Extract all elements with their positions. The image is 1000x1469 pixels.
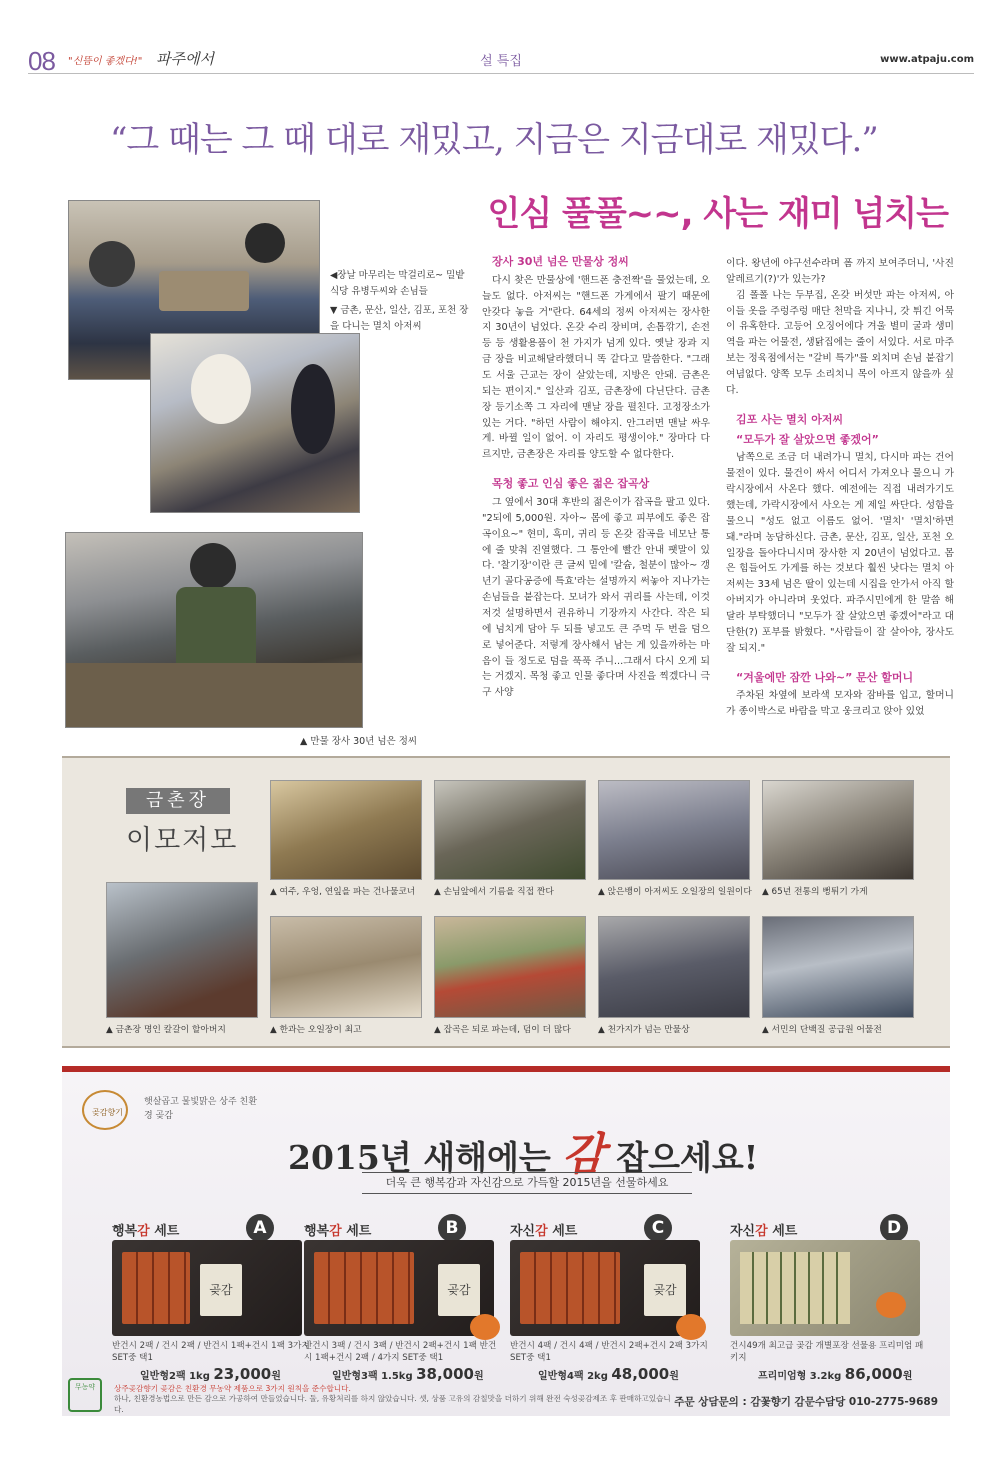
gallery-caption: ▲ 금촌장 명인 칼갈이 할아버지 [106,1025,226,1035]
photo-hardware-vendor [65,532,363,728]
gallery-photo-fish-market [762,916,914,1018]
gift-box-image [304,1240,494,1336]
gallery-caption: ▲ 65년 전통의 뻥튀기 가게 [762,887,868,897]
set-name: 행복감 세트 [112,1224,180,1239]
box-label: 곶감 [644,1264,686,1316]
set-price: 일반형3팩 1.5kg 38,000원 [332,1365,484,1383]
set-badge: D [880,1214,908,1242]
persimmon-icon [676,1314,706,1340]
set-name: 자신감 세트 [730,1224,798,1239]
body-col2-market: 김 폴폴 나는 두부집, 온갖 버섯만 파는 아저씨, 아이들 옷을 주렁주렁 매단 천막을 지나니, 갓 튀긴 어묵이 유혹한다. 고등어 오징어에다 겨울 별미 굴과 생미역을 파는 어물전, 생닭집에는 줄이 서있다. 서로 마주보는 정육점에서는 "갈비 특가"를 외치며 손님 붙잡기 여념없다. 양쪽 모두 소리치니 목이 아프지 않을까 싶다. [726,289,954,396]
pull-quote: “그 때는 그 때 대로 재밌고, 지금은 지금대로 재밌다.” [110,120,878,160]
ad-tagline: 햇살곱고 물빛맑은 상주 친환경 곶감 [144,1097,257,1121]
subhead-munsan-grandma: “겨울에만 잠깐 나와~” 문산 할머니 [736,670,914,684]
product-set-a[interactable] [112,1218,312,1383]
body-anchovy-man: 남쪽으로 조금 더 내려가니 멸치, 다시마 파는 건어물전이 있다. 물건이 싸서 어디서 가져오나 물으니 가락시장에서 사온다 했다. 예전에는 직접 내려가기도 했는데, 가락시장에서 사오는 게 제일 싸단다. 성함을 물으니 "성도 없고 이름도 없어. '멸치' '멸치'하면 돼."라며 농담하신다. 금촌, 문산, 김포, 일산, 포천 오일장을 돌아다니시며 장사한 지 20년이 넘었다고. 몸은 힘들어도 가게를 하는 것보다 훨씬 낫다는 멸치 아저씨는 33세 넘은 딸이 있는데 시집을 안가서 아직 할아버지가 아니라며 웃었다. 파주시민에게 한 말씀 해달라 부탁했더니 "모두가 잘 살았으면 좋겠어"라고 대단한(?) 포부를 밝혔다. "사람들이 잘 살아야, 장사도 잘 되지." [726,452,954,654]
header-slogan: "신뜸이 좋겠다!" [68,56,143,67]
article-column-1 [482,253,710,701]
subhead-anchovy-man: 김포 사는 멸치 아저씨 [736,412,844,426]
body-munsan-grandma: 주차된 차옆에 보라색 모자와 잠바를 입고, 할머니가 종이박스로 바람을 막고 웅크리고 앉아 있었 [726,690,954,718]
box-label: 곶감 [200,1264,242,1316]
gallery-photo-grains [434,916,586,1018]
page-header [28,44,974,74]
gallery-photo-seated-vendor [598,780,750,880]
article-column-2 [726,256,954,720]
body-grain-seller: 그 옆에서 30대 후반의 젊은이가 잡곡을 팔고 있다. "2되에 5,000원. 자아~ 몸에 좋고 피부에도 좋은 잡곡이요~" 현미, 흑미, 귀리 등 온갖 잡곡을 네모난 통에 줄 맞춰 진열했다. 그 통안에 빨간 안내 팻말이 있다. '찰기장'이란 큰 글씨 밑에 '칼슘, 철분이 많아~ 갱년기 골다공증에 특효'라는 설명까지 써놓아 지나가는 손님들을 붙잡는다. 모녀가 와서 귀리를 사는데, 이것 저것 설명하면서 권유하니 기장까지 사간다. 작은 되에 넘치게 담아 두 되를 넣고도 큰 주먹 두 번을 덤으로 넣어준다. 저렇게 장사해서 남는 게 있을까하는 마음이 들 정도로 덤을 푹푹 주니...그래서 다시 오게 되는 거겠지. 목청 좋고 인물 좋다며 사진을 찍겠다니 극구 사양 [482,496,710,699]
product-set-d[interactable] [730,1218,930,1383]
market-gallery [62,756,950,1048]
gallery-photo-knife-grinder [106,882,258,1018]
gallery-caption: ▲ 한과는 오일장이 최고 [270,1025,362,1035]
gallery-photo-general-goods [598,916,750,1018]
ad-footer-principle: 상주곶감향기 곶감은 친환경 무농약 제품으로 3가지 원칙을 준수합니다. [114,1384,351,1393]
photo-anchovy-vendor [150,333,360,513]
subhead-grain-seller: 목청 좋고 인심 좋은 젊은 잡곡상 [492,477,650,491]
gallery-photo-popcorn-shop [762,780,914,880]
persimmon-icon [876,1292,906,1318]
product-set-b[interactable] [304,1218,504,1383]
paper-logo: 파주에서 [156,50,214,68]
gallery-caption: ▲ 앉은뱅이 아저씨도 오일장의 일원이다 [598,887,752,897]
caption-anchovy: ▼ 금촌, 문산, 일산, 김포, 포천 장을 다니는 멸치 아저씨 [330,305,469,333]
gallery-photo-dried-greens [270,780,422,880]
set-name: 행복감 세트 [304,1224,372,1239]
product-set-c[interactable] [510,1218,710,1383]
headline: 인심 풀풀~~, 사는 재미 넘치는 [487,194,948,234]
gift-box-image [510,1240,700,1336]
gallery-caption: ▲ 여주, 우엉, 연잎을 파는 건나물코너 [270,887,416,897]
order-contact[interactable]: 주문 상담문의 : 감꽃향기 감문수담당 010-2775-9689 [674,1396,938,1408]
ad-footer-detail: 하나, 친환경농법으로 만든 감으로 가공하여 만들었습니다. 둘, 유황처리를 하지 않았습니다. 셋, 상품 고유의 감칠맛을 더하기 위해 완전 숙성곶감제조 후 판매하고있습니다. [114,1394,671,1414]
ad-footer [114,1384,674,1415]
set-badge: C [644,1214,672,1242]
subhead-anchovy-quote: “모두가 잘 살았으면 좋겠어” [736,432,879,446]
section-title: 설 특집 [480,54,522,69]
persimmon-ad [62,1066,950,1416]
gallery-photo-oil-press [434,780,586,880]
body-col2-intro: 이다. 왕년에 야구선수라며 폼 까지 보여주더니, '사진 알레르기(?)'가 있는가? [726,258,954,285]
set-price: 일반형4팩 2kg 48,000원 [538,1365,679,1383]
gift-box-image [112,1240,302,1336]
set-price: 프리미엄형 3.2kg 86,000원 [758,1365,913,1383]
photo-caption-top [330,268,470,335]
ad-title-post: 잡으세요! [604,1138,759,1177]
gallery-caption: ▲ 천가지가 넘는 만물상 [598,1025,690,1035]
box-label: 곶감 [438,1264,480,1316]
organic-certification-badge: 무농약 [68,1378,102,1412]
set-description: 건시49개 최고급 곶감 개별포장 선물용 프리미엄 패키지 [730,1341,924,1364]
subhead-general-store: 장사 30년 넘은 만물상 정씨 [492,255,629,268]
set-name: 자신감 세트 [510,1224,578,1239]
set-price: 일반형2팩 1kg 23,000원 [140,1365,281,1383]
set-description: 반건시 4팩 / 건시 4팩 / 반건시 2팩+건시 2팩 3가지 SET중 택1 [510,1341,708,1364]
ad-title-highlight: 감 [562,1129,605,1180]
persimmon-icon [470,1314,500,1340]
caption-diners: ◀장날 마무리는 막걸리로~ 밀밭 식당 유병두씨와 손님들 [330,270,465,297]
photo-caption-bottom: ▲ 만물 장사 30년 넘은 정씨 [300,736,418,747]
gallery-badge: 금촌장 [126,788,230,814]
gallery-caption: ▲ 서민의 단백질 공급원 어물전 [762,1025,882,1035]
set-description: 반건시 3팩 / 건시 3팩 / 반건시 2팩+건시 1팩 반건시 1팩+건시 2팩 / 4가지 SET중 택1 [304,1341,497,1364]
set-description: 반건시 2팩 / 건시 2팩 / 반건시 1팩+건시 1팩 3가지 SET중 택1 [112,1341,310,1364]
gallery-caption: ▲ 잡곡은 되로 파는데, 덤이 더 많다 [434,1025,571,1035]
gallery-photo-hangwa [270,916,422,1018]
gift-box-image [730,1240,920,1336]
gallery-caption: ▲ 손님앞에서 기름을 직접 짠다 [434,887,554,897]
set-badge: B [438,1214,466,1242]
gallery-title: 이모저모 [126,825,239,856]
set-badge: A [246,1214,274,1242]
site-url-link[interactable]: www.atpaju.com [880,54,974,65]
ad-subtitle: 더욱 큰 행복감과 자신감으로 가득할 2015년을 선물하세요 [362,1172,692,1194]
page-number: 08 [28,46,55,76]
ad-title-pre: 2015년 새해에는 [288,1138,563,1177]
brand-logo-text: 곶감향기 [92,1108,123,1117]
body-general-store: 다시 찾은 만물상에 '핸드폰 충전짝'을 물었는데, 오늘도 없다. 아저씨는 "핸드폰 가게에서 팔기 때문에 안갖다 놓을 거"란다. 64세의 정씨 아저씨는 장사한지 30년이 넘었다. 온갖 수리 장비며, 손톱깎기, 손전등 등 생활용품이 천 가지가 넘게 있다. 옛날 장과 지금 장을 비교해달라했더니 똑 같다고 말씀한다. "그래도 서울 근교는 장이 살았는데, 지방은 안돼. 금촌은 되는 편이지." 일산과 김포, 금촌장에 다닌단다. 금촌장 등기소쪽 그 자리에 맨날 장을 펼친다. 고정장소가 있는 거다. "하던 사람이 해야지. 안그러면 맨날 싸우게. 바뀔 일이 없어. 이 자리도 평생이야." 장마다 다르지만, 금촌장은 자리를 양도할 수 없다한다. [482,274,710,461]
